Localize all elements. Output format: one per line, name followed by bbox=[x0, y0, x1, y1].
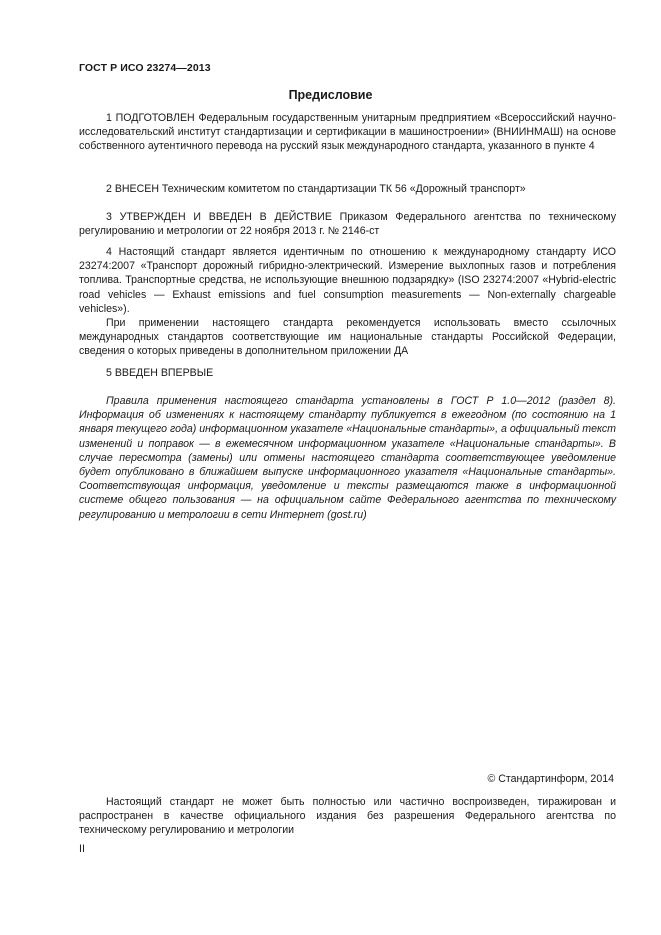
paragraph-4-note: При применении настоящего стандарта рекомендуется использовать вместо ссылочных международных стандартов соответствующие им национальные стандарты Российской Федерации, сведения о которых приведены в дополнительном приложении ДА bbox=[79, 317, 616, 358]
paragraph-5: 5 ВВЕДЕН ВПЕРВЫЕ bbox=[106, 367, 214, 379]
paragraph-2: 2 ВНЕСЕН Техническим комитетом по стандартизации ТК 56 «Дорожный транспорт» bbox=[106, 183, 526, 195]
standard-code: ГОСТ Р ИСО 23274—2013 bbox=[79, 62, 211, 74]
paragraph-1: 1 ПОДГОТОВЛЕН Федеральным государственным унитарным предприятием «Всероссийский научно-исследовательский институт стандартизации и сертификации в машиностроении» (ВНИИНМАШ) на основе собственного аутентичного перевода на русский язык международного стандарта, указанного в пункте 4 bbox=[79, 112, 616, 153]
page-number: II bbox=[79, 843, 85, 855]
reproduction-notice: Настоящий стандарт не может быть полностью или частично воспроизведен, тиражирован и распространен в качестве официального издания без разрешения Федерального агентства по техническому регулированию и метрологии bbox=[79, 796, 616, 837]
copyright-notice: © Стандартинформ, 2014 bbox=[487, 773, 614, 785]
paragraph-4: 4 Настоящий стандарт является идентичным по отношению к международному стандарту ИСО 23274:2007 «Транспорт дорожный гибридно-электрический. Измерение выхлопных газов и потребления топлива. Транспортные средства, не использующие внешнюю подзарядку» (ISO 23274:2007 «Hybrid-electric road vehicles — Exhaust emissions and fuel consumption measurements — Non-externally chargeable vehicles»). bbox=[79, 246, 616, 315]
paragraph-3: 3 УТВЕРЖДЕН И ВВЕДЕН В ДЕЙСТВИЕ Приказом Федерального агентства по техническому регулированию и метрологии от 22 ноября 2013 г. № 2146-ст bbox=[79, 211, 616, 238]
page-title: Предисловие bbox=[288, 88, 373, 102]
application-rules: Правила применения настоящего стандарта установлены в ГОСТ Р 1.0—2012 (раздел 8). Информация об изменениях к настоящему стандарту публикуется в ежегодном (по состоянию на 1 января текущего года) информационном указателе «Национальные стандарты», а официальный текст изменений и поправок — в ежемесячном информационном указателе «Национальные стандарты». В случае пересмотра (замены) или отмены настоящего стандарта соответствующее уведомление будет опубликовано в ближайшем выпуске информационного указателя «Национальные стандарты». Соответствующая информация, уведомление и тексты размещаются также в информационной системе общего пользования — на официальном сайте Федерального агентства по техническому регулированию и метрологии в сети Интернет (gost.ru) bbox=[79, 395, 616, 521]
